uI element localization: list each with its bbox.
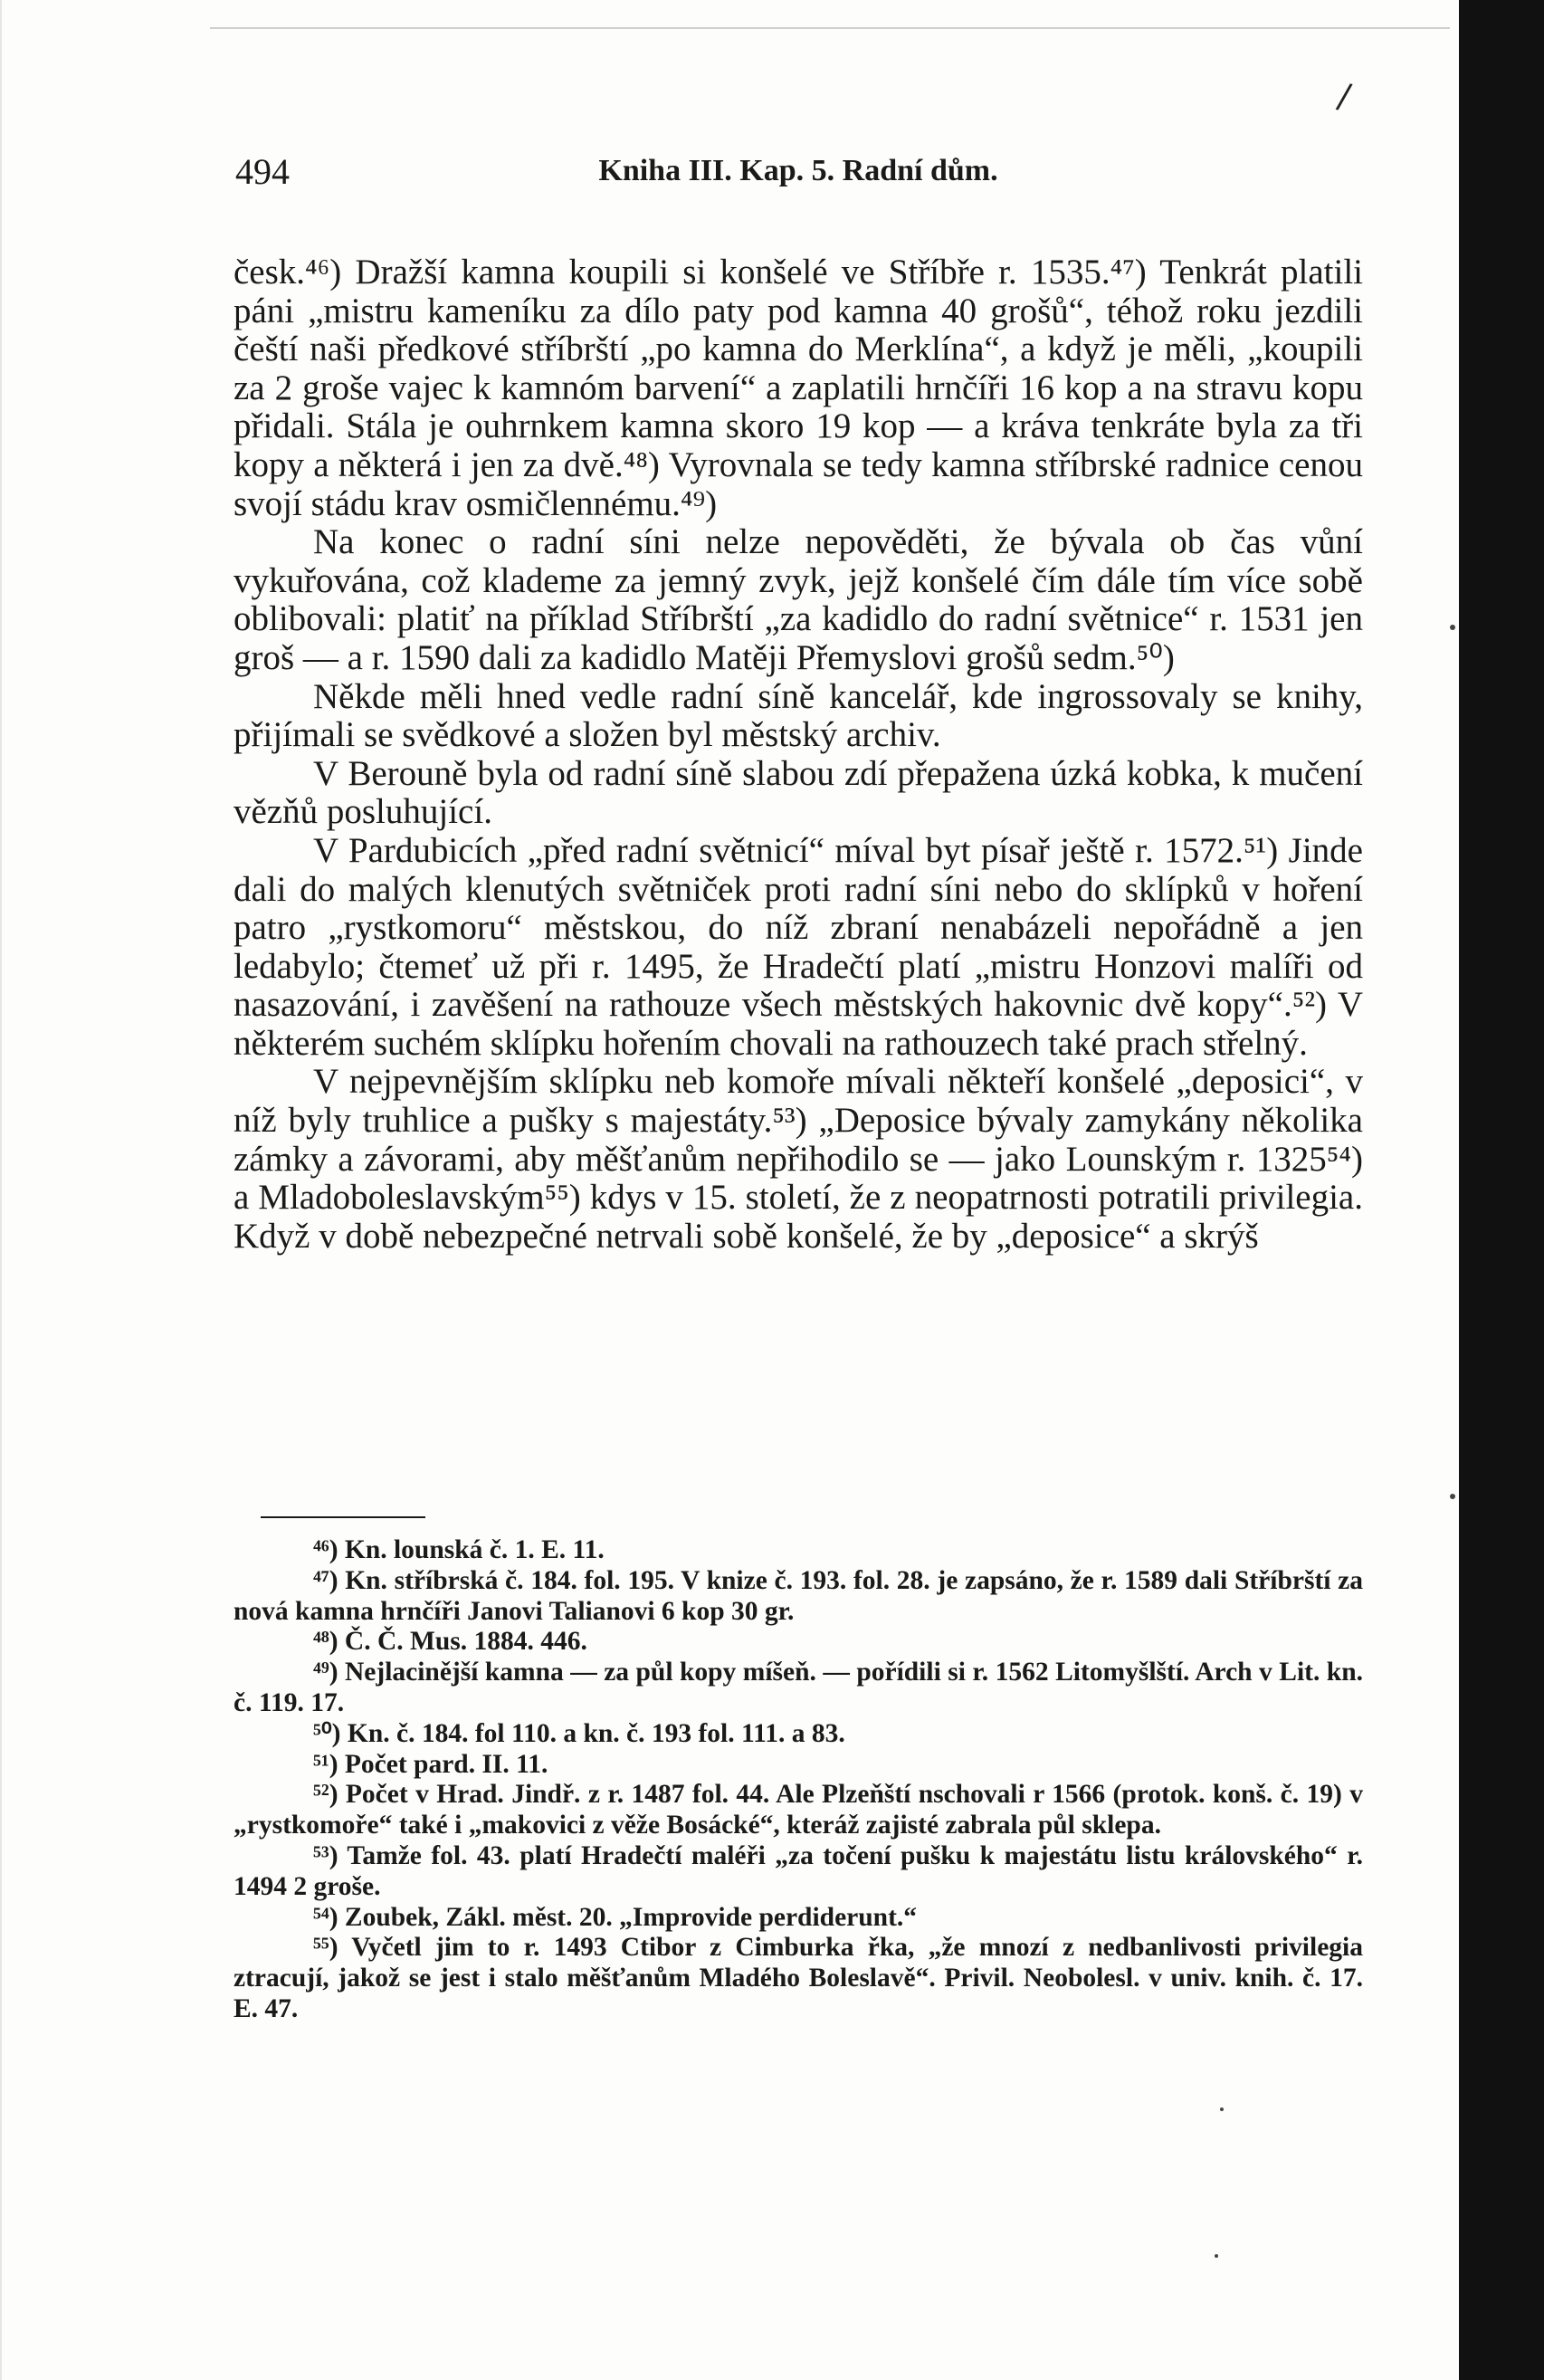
paragraph: česk.⁴⁶) Dražší kamna koupili si konšelé ve Stříbře r. 1535.⁴⁷) Tenkrát platili páni „mistru kameníku za dílo paty pod kamna 40 grošů“, téhož roku jezdili čeští naši předkové stříbrští „po kamna do Merklína“, a když je měli, „koupili za 2 groše vajec k kamnóm barvení“ a zaplatili hrnčíři 16 kop a na stravu kopu přidali. Stála je ouhrnkem kamna skoro 19 kop — a kráva tenkráte byla za tři kopy a některá i jen za dvě.⁴⁸) Vyrovnala se tedy kamna stříbrské radnice cenou svojí stádu krav osmičlennému.⁴⁹): [234, 253, 1363, 523]
scan-speck: [1215, 2254, 1218, 2258]
paragraph: V nejpevnějším sklípku neb komoře mívali někteří konšelé „deposici“, v níž byly truhlice a pušky s majestáty.⁵³) „Deposice bývaly zamykány několika zámky a závorami, aby měšťanům nepřihodilo se — jako Lounským r. 1325⁵⁴) a Mladoboleslavským⁵⁵) kdys v 15. století, že z neopatrnosti potratili privilegia. Když v době nebezpečné netrvali sobě konšelé, že by „deposice“ a skrýš: [234, 1062, 1363, 1256]
margin-mark: /: [1334, 75, 1355, 117]
running-title: Kniha III. Kap. 5. Radní dům.: [598, 154, 998, 187]
footnote-separator: [261, 1516, 425, 1518]
top-edge-line: [210, 27, 1450, 29]
footnote: ⁵³) Tamže fol. 43. platí Hradečtí maléři „za točení pušku k majestátu listu královského“ r. 1494 2 groše.: [234, 1840, 1363, 1901]
footnote: ⁵⁵) Vyčetl jim to r. 1493 Ctibor z Cimburka řka, „že mnozí z nedbanlivosti privilegia ztracují, jakož se jest i stalo měšťanům Mladého Boleslavě“. Privil. Neobolesl. v univ. knih. č. 17. E. 47.: [234, 1933, 1363, 2023]
paragraph: Někde měli hned vedle radní síně kancelář, kde ingrossovaly se knihy, přijímali se svědkové a složen byl městský archiv.: [234, 676, 1363, 755]
main-text: [234, 253, 1363, 1256]
footnote: ⁵⁴) Zoubek, Zákl. měst. 20. „Improvide perdiderunt.“: [313, 1902, 918, 1932]
footnote: ⁵²) Počet v Hrad. Jindř. z r. 1487 fol. 44. Ale Plzeňští nschovali r 1566 (protok. konš. č. 19) v „rystkomoře“ také i „makovici z věže Bosácké“, kteráž zajisté zabrala půl sklepa.: [234, 1780, 1363, 1840]
footnote: ⁴⁸) Č. Č. Mus. 1884. 446.: [313, 1627, 587, 1657]
footnotes: [234, 1535, 1363, 2025]
running-header: [234, 150, 1363, 205]
footnote: ⁴⁹) Nejlacinější kamna — za půl kopy míšeň. — pořídili si r. 1562 Litomyšlští. Arch v Lit. kn. č. 119. 17.: [234, 1658, 1363, 1717]
paragraph: V Pardubicích „před radní světnicí“ míval byt písař ještě r. 1572.⁵¹) Jinde dali do malých klenutých světniček proti radní síni nebo do sklípků v hoření patro „rystkomoru“ městskou, do níž zbraní nenabázeli nepořádně a jen ledabylo; čtemeť už při r. 1495, že Hradečtí platí „mistru Honzovi malíři od nasazování, i zavěšení na rathouze všech městských hakovnic dvě kopy“.⁵²) V některém suchém sklípku hořením chovali na rathouzech také prach střelný.: [234, 830, 1363, 1063]
footnote: ⁴⁶) Kn. lounská č. 1. E. 11.: [313, 1535, 605, 1564]
paragraph: V Berouně byla od radní síně slabou zdí přepažena úzká kobka, k mučení vězňů posluhující.: [234, 753, 1363, 832]
footnote: ⁴⁷) Kn. stříbrská č. 184. fol. 195. V knize č. 193. fol. 28. je zapsáno, že r. 1589 dali Stříbrští za nová kamna hrnčíři Janovi Talianovi 6 kop 30 gr.: [234, 1565, 1363, 1626]
scan-speck: [1450, 1494, 1455, 1499]
paragraph: Na konec o radní síni nelze nepověděti, že bývala ob čas vůní vykuřována, což klademe za jemný zvyk, jejž konšelé čím dále tím více sobě oblibovali: platiť na příklad Stříbrští „za kadidlo do radní světnice“ r. 1531 jen groš — a r. 1590 dali za kadidlo Matěji Přemyslovi grošů sedm.⁵⁰): [234, 522, 1363, 677]
page-number: 494: [235, 151, 290, 192]
footnote: ⁵⁰) Kn. č. 184. fol 110. a kn. č. 193 fol. 111. a 83.: [313, 1718, 845, 1748]
scan-speck: [1220, 2108, 1224, 2111]
footnote: ⁵¹) Počet pard. II. 11.: [313, 1749, 548, 1779]
scan-speck: [1450, 625, 1455, 630]
